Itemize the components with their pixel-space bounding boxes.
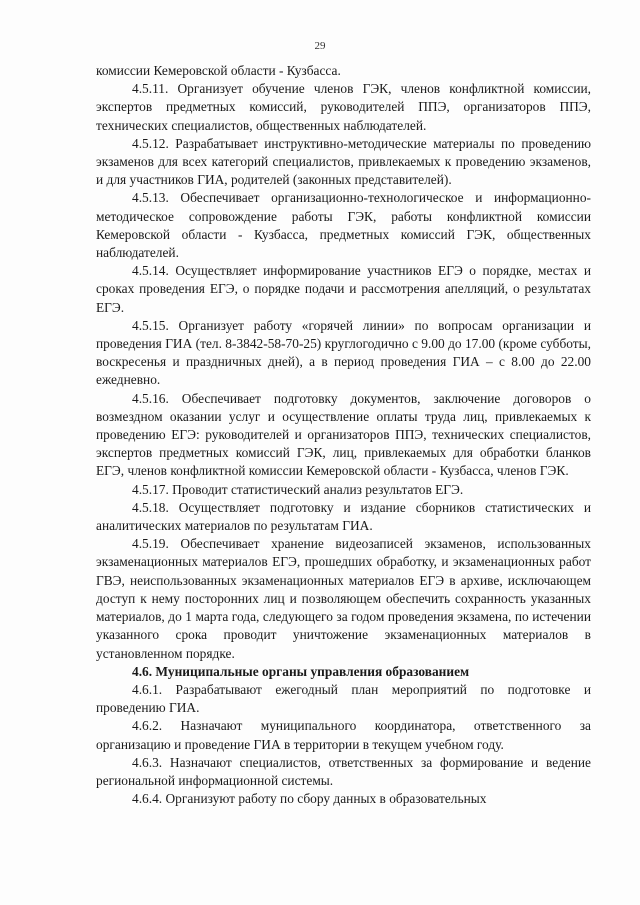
document-body bbox=[96, 62, 591, 808]
paragraph-continuation: комиссии Кемеровской области - Кузбасса. bbox=[96, 63, 341, 78]
paragraph-4-5-11: 4.5.11. Организует обучение членов ГЭК, членов конфликтной комиссии, экспертов предметных комиссий, руководителей ППЭ, организаторов ППЭ, технических специалистов, общественных наблюдателей. bbox=[96, 81, 591, 133]
paragraph-4-6-1: 4.6.1. Разрабатывают ежегодный план мероприятий по подготовке и проведению ГИА. bbox=[96, 681, 591, 716]
paragraph-4-6-2: 4.6.2. Назначают муниципального координатора, ответственного за организацию и проведение ГИА в территории в текущем учебном году. bbox=[96, 718, 591, 752]
section-heading-4-6: 4.6. Муниципальные органы управления образованием bbox=[132, 663, 470, 679]
paragraph-4-5-19: 4.5.19. Обеспечивает хранение видеозаписей экзаменов, использованных экзаменационных материалов ЕГЭ, прошедших обработку, и экзаменационных работ ГВЭ, неиспользованных экзаменационных материалов ЕГЭ в архиве, исключающем доступ к нему посторонних лиц и позволяющем обеспечить сохранность указанных материалов, до 1 марта года, следующего за годом проведения экзамена, по истечении указанного срока проводит уничтожение экзаменационных материалов в установленном порядке. bbox=[96, 536, 591, 661]
paragraph-4-6-3: 4.6.3. Назначают специалистов, ответственных за формирование и ведение региональной информационной системы. bbox=[96, 754, 591, 788]
paragraph-4-6-4: 4.6.4. Организуют работу по сбору данных в образовательных bbox=[132, 791, 487, 807]
paragraph-4-5-14: 4.5.14. Осуществляет информирование участников ЕГЭ о порядке, местах и сроках проведения ЕГЭ, о порядке подачи и рассмотрения апелляций, о результатах ЕГЭ. bbox=[96, 263, 591, 315]
paragraph-4-5-17: 4.5.17. Проводит статистический анализ результатов ЕГЭ. bbox=[132, 481, 464, 497]
page-number: 29 bbox=[314, 40, 326, 52]
paragraph-4-5-12: 4.5.12. Разрабатывает инструктивно-методические материалы по проведению экзаменов для всех категорий специалистов, привлекаемых к проведению экзаменов, и для участников ГИА, родителей (законных представителей). bbox=[96, 135, 591, 188]
paragraph-4-5-15: 4.5.15. Организует работу «горячей линии» по вопросам организации и проведения ГИА (тел. 8-3842-58-70-25) круглогодично с 9.00 до 17.00 (кроме субботы, воскресенья и праздничных дней), а в период проведения ГИА – с 8.00 до 22.00 ежедневно. bbox=[96, 317, 591, 388]
paragraph-4-5-16: 4.5.16. Обеспечивает подготовку документов, заключение договоров о возмездном оказании услуг и осуществление оплаты труда лиц, привлекаемых к проведению ЕГЭ: руководителей и организаторов ППЭ, технических специалистов, экспертов предметных комиссий ГЭК, лиц, привлекаемых для обработки бланков ЕГЭ, членов конфликтной комиссии Кемеровской области - Кузбасса, членов ГЭК. bbox=[96, 390, 591, 479]
paragraph-4-5-18: 4.5.18. Осуществляет подготовку и издание сборников статистических и аналитических материалов по результатам ГИА. bbox=[96, 499, 591, 534]
paragraph-4-5-13: 4.5.13. Обеспечивает организационно-технологическое и информационно-методическое сопровождение работы ГЭК, работы конфликтной комиссии Кемеровской области - Кузбасса, предметных комиссий ГЭК, общественных наблюдателей. bbox=[96, 190, 591, 261]
